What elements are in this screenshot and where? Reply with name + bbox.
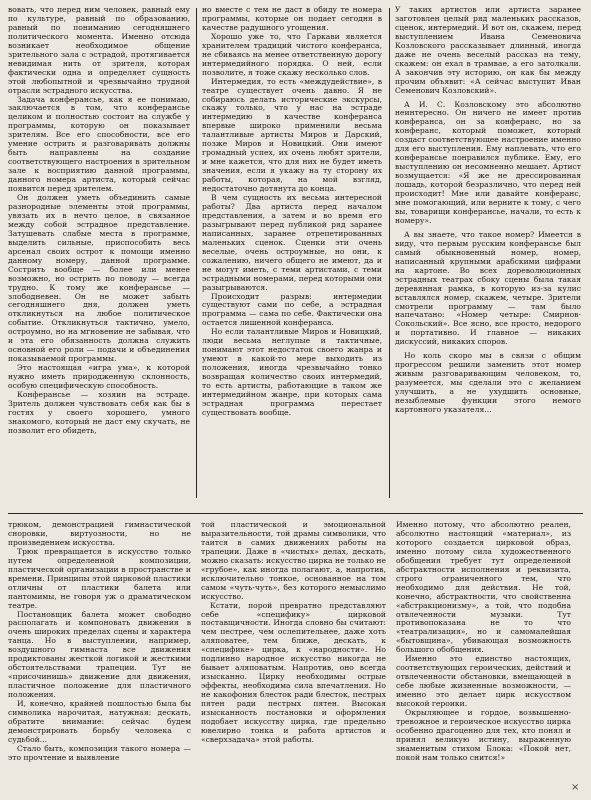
paragraph: Интермедия, то есть «междудействие», в театре существует очень давно. Я не собираюсь делать исторические экскурсы, скажу только, что у нас на эстраде интермедию в качестве конферанса впервые широко применили весьма талантливые артисты Миров и Дарский, позже Миров и Новицкий. Они имеют громадный успех, их очень любят зрители, и мне кажется, что для них не будет иметь значения, если я укажу на ту сторону их работы, которая, на мой взгляд, недостаточно дотянута до конца. xyxy=(202,76,382,194)
paragraph: Но коль скоро мы в связи с общим прогрессом решили заменить этот номер живым разговаривающим человеком, то, разумеется, мы сделали это с желанием улучшить, а не ухудшить основные, незыблемые функции этого немого картонного указателя... xyxy=(395,351,581,414)
column-rule xyxy=(389,8,390,498)
corner-mark-icon: × xyxy=(571,782,580,793)
paragraph: Именно это единство настоящих, соответствующих героических, действий и отвлеченности обстановки, вмещающей в себе любые жизненные возможности, — именно это делает цирк искусством высокой героики. xyxy=(396,654,571,709)
paragraph: А И. С. Козловскому это абсолютно неинтересно. Он ничего не имеет против конферанса, он за конферанс, но за конферанс, который поможет, который создаст соответствующее настроение именно для его выступления. Ему наплевать, что его конферансье понравился публике. Ему, его выступлению он несомненно мешает. Артист возмущается: «Я же не дрессированная лошадь, которой безразлично, что перед ней происходит! Мне или давайте конферанс, мне помогающий, или верните к тому, с чего вы, товарищи конферансье, начали, то есть к номеру». xyxy=(395,99,581,225)
paragraph: Именно потому, что абсолютно реален, абсолютно настоящий «материал», из которого создается цирковой образ, именно потому сила художественного обобщения требует тут определенной абстрактности исполнения и реквизита, строго ограниченного тем, что необходимо для действия. Не той, конечно, абстрактности, что свойственна «абстракционизму», а той, что подобна отвлеченности музыки. Тут противопоказана не то что «театрализация», но и самомалейшая «бытовщина», убивающая возможность большого обобщения. xyxy=(396,521,571,655)
paragraph: А вы знаете, что такое номер? Имеется в виду, что первым русским конферансье был самый обыкновенный номер, номер, написанный крупными арабскими цифрами на картоне. Во всех дореволюционных эстрадных театрах сбоку сцены была такая деревянная рамка, в которую из-за кулис вставлялся номер, скажем, четыре. Зрители смотрели программу — там было напечатано: «Номер четыре: Смирнов-Сокольский». Все ясно, все просто, недорого и портативно. И главное — никаких дискуссий, никаких споров. xyxy=(395,229,581,347)
paragraph: И, конечно, крайней пошлостью была бы символика нарочитая, натужная: дескать, обратите внимание: сейчас будем демонстрировать борьбу человека с судьбой... xyxy=(8,699,191,744)
paragraph: Окрыляющее и гордое, возвышенно-тревожное и героическое искусство цирка особенно драгоценно для тех, кто понял и принял великую истину, выраженную знаменитым стихом Блока: «Покой нет, покой нам только снится!» xyxy=(396,708,571,762)
paragraph: Задача конферансье, как я ее понимаю, заключается в том, что конферансье целиком и полностью состоит на службе у программы, которую он показывает зрителям. Все его способности, все его умение острить и разговаривать должны быть направлены на создание соответствующего настроения в зрительном зале к восприятию данной программы, данного номера артиста, который сейчас появится перед зрителем. xyxy=(8,94,190,194)
section-divider xyxy=(8,513,583,514)
paragraph: В чем сущность их весьма интересной работы? Два артиста перед началом представления, а затем и во время его разыгрывают перед публикой ряд заранее написанных, заранее отрепетированных маленьких сценок. Сценки эти очень веселые, очень остроумные, но они, к сожалению, ничего общего не имеют, да и не могут иметь, с теми артистами, с теми эстрадными номерами, перед которыми они разыгрываются. xyxy=(202,193,382,292)
paragraph: У таких артистов или артиста заранее заготовлен целый ряд маленьких рассказов, сценок, интермедий. И вот он, скажем, перед выступлением Ивана Семеновича Козловского рассказывает длинный, иногда даже не очень веселый рассказ на тему, скажем: он ехал в трамвае, а его затолкали. А закончив эту историю, он как бы между прочим объявит: «А сейчас выступит Иван Семенович Козловский». xyxy=(395,6,581,95)
paragraph: но вместе с тем не даст в обиду те номера программы, которые он подает сегодня в качестве радушного угощения. xyxy=(202,6,382,32)
paragraph: трюком, демонстрацией гимнастической сноровки, виртуозности, но не произведением искусства. xyxy=(8,521,191,547)
paragraph: Но если талантливые Миров и Новицкий, люди весьма неглупые и тактичные, понимают этот недостаток своего жанра и умеют в какой-то мере выходить из положения, иногда чрезвычайно тонко возвращая количество своих интермедий, то есть артисты, работающие в таком же интермедийном жанре, при которых сама эстрадная программа перестает существовать вообще. xyxy=(202,327,382,417)
paragraph: Кстати, порой превратно представляют себе «специфику» цирковой поставщичности. Иногда словно бы считают: чем пестрее, чем ослепительнее, даже хоть аляповатее, тем ближе, дескать, к «специфике» цирка, к «народности». Но подлинно народное искусство никогда не бывает аляповатым. Напротив, оно всегда изысканно. Цирку необходимы острые эффекты, необходима сила впечатления. Но не какофония блесток ради блесток, пестрых пятен ради пестрых пятен. Высокая изысканность постановки и оформления подобает искусству цирка, где предельно ювелирно тонка и работа артистов и «сверхзадача» этой работы. xyxy=(201,600,386,744)
column-rule xyxy=(196,8,197,498)
paragraph: Происходит разрыв: интермедии существуют сами по себе, а эстрадная программа — сама по себе. Фактически она остается лишенной конферанса. xyxy=(202,291,382,328)
paragraph: Стало быть, композиция такого номера — это прочтение и выявление xyxy=(8,743,191,762)
paragraph: Конферансье — хозяин на эстраде. Зритель должен чувствовать себя как бы в гостях у своего хорошего, умного знакомого, который не даст ему скучать, не позволит его обидеть, xyxy=(8,389,190,435)
bottom-column-2 xyxy=(201,521,386,795)
top-column-2 xyxy=(202,6,382,504)
paragraph: Постановщик балета может свободно располагать и компоновать движения в очень широких пределах сцены и характера танца. Но в выступлении, например, воздушного гимнаста все движения продиктованы жесткой логикой и жесткими обстоятельствами трапеции. Тут не «присочинишь» движение для движения, пластичное положение для пластичного положения. xyxy=(8,609,191,700)
paragraph: Хорошо уже то, что Гаркави является хранителем традиций чистого конферанса, не сбиваясь на менее ответственную дорогу интермедийного порядка. О ней, если позволите, я тоже скажу несколько слов. xyxy=(202,31,382,77)
bottom-column-1 xyxy=(8,521,191,795)
signature xyxy=(396,786,571,796)
paragraph: Он должен уметь объединить самые разнородные элементы этой программы, увязать их в нечто целое, в связанное между собой эстрадное представление. Затушевать слабые места в программе, выделить сильные, приспособить весь арсенал своих острот к помощи именно данному номеру, данной программе. Сострить вообще — более или менее возможно, но острить по поводу — всегда трудно. К тому же конферансье — злободневен. Он не может забыть сегодняшнего дня, должен уметь откликнуться на любое политическое событие. Откликнуться тактично, умело, остроумно, но на мгновение не забывая, что и эта его обязанность должна служить основной его роли — подачи и объединения показываемой программы. xyxy=(8,193,190,364)
paragraph: Это настоящая «игра ума», к которой нужно иметь природженную склонность, особую специфическую способность. xyxy=(8,363,190,391)
paragraph: той пластической и эмоциональной выразительности, той драмы символики, что таится в самих движениях работы на трапеции. Даже в «чистых» делах, дескать, можно сказать: искусство цирка не только не «грубое», как иногда полагают, а, напротив, исключительно тонкое, основанное на том самом «чуть-чуть», без которого немыслимо искусство. xyxy=(201,521,386,601)
top-column-3 xyxy=(395,6,581,504)
top-column-1 xyxy=(8,6,190,504)
bottom-column-3 xyxy=(396,521,571,795)
paragraph: Трюк превращается в искусство только путем определенной композиции, пластической организации в пространстве и времени. Принципы этой цирковой пластики отличны от пластики балета или пантомимы, не говоря уж о драматическом театре. xyxy=(8,546,191,610)
paragraph: вовать, что перед ним человек, равный ему по культуре, равный по образованию, равный по пониманию сегодняшнего политического момента. Именно отсюда возникает необходимое общение зрительного зала с эстрадой, протягивается невидимая нить от зрителя, которая фактически одна и определяет сущность этой любопытной и чрезвычайно трудной отрасли эстрадного искусства. xyxy=(8,6,190,95)
